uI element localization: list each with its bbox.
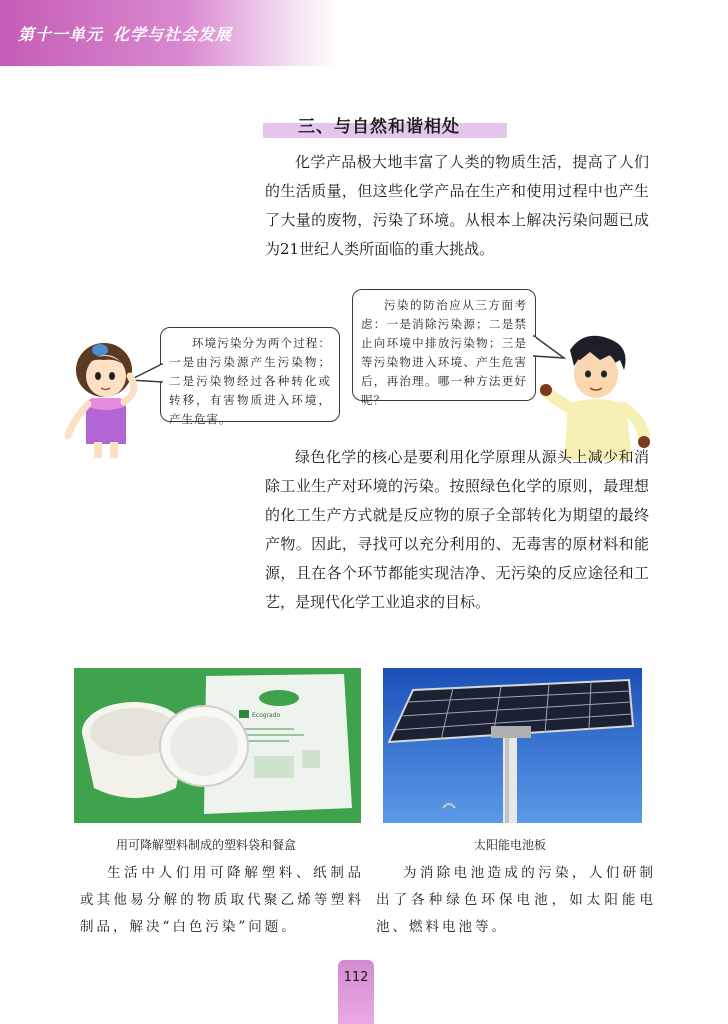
boy-speech-bubble: 污染的防治应从三方面考虑：一是消除污染源；二是禁止向环境中排放污染物；三是等污染物进入环境、产生危害后，再治理。哪一种方法更好呢？ — [352, 289, 536, 401]
green-battery-paragraph: 为消除电池造成的污染，人们研制出了各种绿色环保电池，如太阳能电池、燃料电池等。 — [376, 865, 656, 935]
right-photo-caption: 太阳能电池板 — [474, 838, 547, 852]
girl-speech-bubble: 环境污染分为两个过程：一是由污染源产生污染物；二是污染物经过各种转化或转移，有害物质进入环境，产生危害。 — [160, 327, 340, 422]
solar-panel-photo — [383, 668, 642, 823]
boy-illustration — [540, 330, 660, 460]
biodegradable-products-photo — [74, 668, 361, 823]
biodegradable-plastics-paragraph: 生活中人们用可降解塑料、纸制品或其他易分解的物质取代聚乙烯等塑料制品，解决“白色污染”问题。 — [80, 865, 364, 935]
bag-logo-text: Ecogrado — [252, 712, 281, 719]
intro-paragraph: 化学产品极大地丰富了人类的物质生活，提高了人们的生活质量，但这些化学产品在生产和使用过程中也产生了大量的废物，污染了环境。从根本上解决污染问题已成为21世纪人类所面临的重大挑战。 — [265, 153, 649, 258]
solar-panel-image — [383, 668, 642, 823]
left-photo-caption: 用可降解塑料制成的塑料袋和餐盒 — [116, 838, 297, 852]
page-number: 112 — [343, 970, 369, 985]
section-title: 三、与自然和谐相处 — [298, 117, 460, 137]
girl-illustration — [56, 336, 156, 461]
green-chemistry-paragraph: 绿色化学的核心是要利用化学原理从源头上减少和消除工业生产对环境的污染。按照绿色化学的原则，最理想的化工生产方式就是反应物的原子全部转化为期望的最终产物。因此，寻找可以充分利用的、无毒害的原材料和能源，且在各个环节都能实现洁净、无污染的反应途径和工艺，是现代化学工业追求的目标。 — [265, 448, 649, 611]
chapter-header — [18, 22, 232, 45]
unit-label: 第十一单元 — [18, 25, 104, 44]
biodegradable-products-image — [74, 668, 361, 823]
unit-title: 化学与社会发展 — [113, 25, 233, 44]
